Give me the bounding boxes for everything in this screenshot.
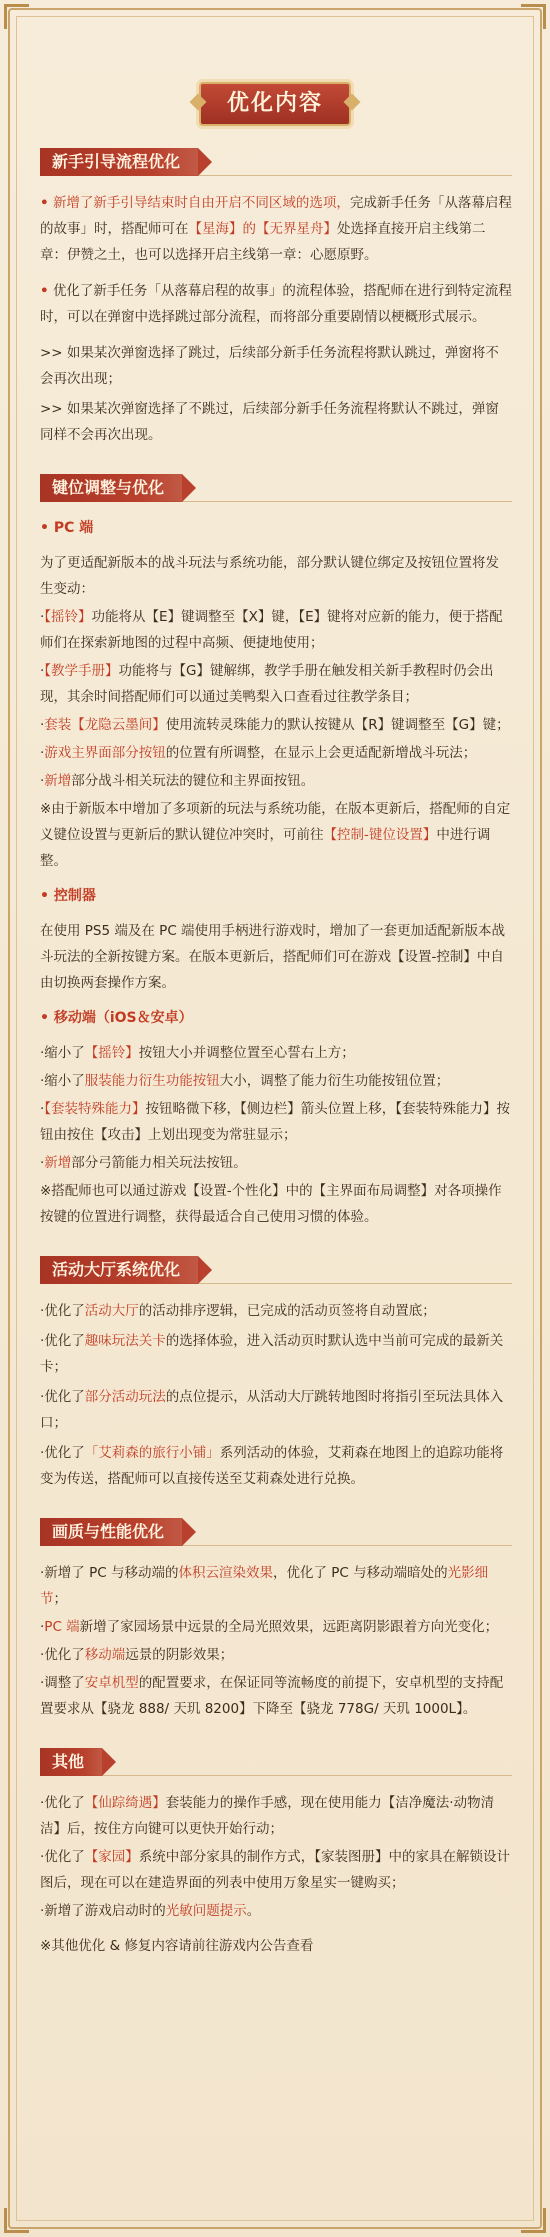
section-header <box>40 1256 512 1284</box>
highlight-text: 【星海】的【无界星舟】 <box>188 221 337 237</box>
list-item: ·新增部分战斗相关玩法的键位和主界面按钮。 <box>40 773 315 789</box>
list-item: ·【摇铃】功能将从【E】键调整至【X】键，【E】键将对应新的能力，便于搭配师们在探索新地图的过程中高频、便捷地使用； <box>40 609 503 651</box>
list-item: ·【教学手册】功能将与【G】键解绑，教学手册在触发相关新手教程时仍会出现，其余时间搭配师们可以通过美鸭梨入口查看过往教学条目； <box>40 663 494 705</box>
list-item: ·新增了 PC 与移动端的体积云渲染效果，优化了 PC 与移动端暗处的光影细节； <box>40 1565 489 1607</box>
section-title: 新手引导流程优化 <box>40 148 198 176</box>
bullet-icon: • <box>40 520 54 536</box>
list-item: ·缩小了服装能力衍生功能按钮大小，调整了能力衍生功能按钮位置； <box>40 1073 450 1089</box>
section-header <box>40 474 512 502</box>
paragraph <box>40 190 512 268</box>
list-item: ·优化了移动端远景的阴影效果； <box>40 1647 234 1663</box>
content <box>40 148 512 1984</box>
list-item: ·调整了安卓机型的配置要求，在保证同等流畅度的前提下，安卓机型的支持配置要求从【骁龙 888/ 天玑 8200】下降至【骁龙 778G/ 天玑 1000L】。 <box>40 1675 504 1717</box>
section-header <box>40 148 512 176</box>
section-header <box>40 1518 512 1546</box>
text: 优化了新手任务「从落幕启程的故事」的流程体验，搭配师在进行到特定流程时，可以在弹窗中选择跳过部分流程，而将部分重要剧情以梗概形式展示。 <box>40 283 512 325</box>
corner-ornament <box>521 4 546 29</box>
note: ※由于新版本中增加了多项新的玩法与系统功能，在版本更新后，搭配师的自定义键位设置与更新后的默认键位冲突时，可前往【控制-键位设置】中进行调整。 <box>40 801 511 869</box>
list-item: ·优化了部分活动玩法的点位提示，从活动大厅跳转地图时将指引至玩法具体入口； <box>40 1389 504 1431</box>
bullet-icon: • <box>40 283 49 299</box>
section-title: 活动大厅系统优化 <box>40 1256 198 1284</box>
corner-ornament <box>4 4 29 29</box>
paragraph: 为了更适配新版本的战斗玩法与系统功能，部分默认键位绑定及按钮位置将发生变动： <box>40 555 499 597</box>
section-events <box>40 1256 512 1492</box>
paragraph: >> 如果某次弹窗选择了跳过，后续部分新手任务流程将默认跳过，弹窗将不会再次出现； <box>40 345 499 387</box>
section-title: 画质与性能优化 <box>40 1518 182 1546</box>
page-title: 优化内容 <box>199 82 351 126</box>
paragraph: 在使用 PS5 端及在 PC 端使用手柄进行游戏时，增加了一套更加适配新版本战斗玩法的全新按键方案。在版本更新后，搭配师们可在游戏【设置-控制】中自由切换两套操作方案。 <box>40 923 506 991</box>
footer-note: ※其他优化 & 修复内容请前往游戏内公告查看 <box>40 1938 314 1954</box>
section-keybind <box>40 474 512 1230</box>
section-graphics <box>40 1518 512 1722</box>
bullet-icon: • <box>40 195 49 211</box>
list-item: ·优化了「艾莉森的旅行小铺」系列活动的体验，艾莉森在地图上的追踪功能将变为传送，搭配师可以直接传送至艾莉森处进行兑换。 <box>40 1445 504 1487</box>
bullet-icon: • <box>40 1010 54 1026</box>
text: 完成新手任务「从落幕启程的故事」时，搭配师可在 <box>40 195 512 237</box>
section-title: 其他 <box>40 1748 102 1776</box>
subheading-mobile: • 移动端（iOS＆安卓） <box>40 1010 193 1026</box>
subheading-pc: • PC 端 <box>40 520 94 536</box>
subheading-controller: • 控制器 <box>40 888 96 904</box>
text: 处选择直接开启主线第二章：伊赞之土，也可以选择开启主线第一章：心愿原野。 <box>40 221 486 263</box>
note: ※搭配师也可以通过游戏【设置-个性化】中的【主界面布局调整】对各项操作按键的位置进行调整，获得最适合自己使用习惯的体验。 <box>40 1183 502 1225</box>
bullet-icon: • <box>40 888 54 904</box>
section-newbie <box>40 148 512 448</box>
list-item: ·优化了活动大厅的活动排序逻辑，已完成的活动页签将自动置底； <box>40 1303 436 1319</box>
list-item: ·优化了【仙踪绮遇】套装能力的操作手感，现在使用能力【洁净魔法·动物清洁】后，按住方向键可以更快开始行动； <box>40 1795 495 1837</box>
section-title: 键位调整与优化 <box>40 474 182 502</box>
list-item: ·【套装特殊能力】按钮略微下移，【侧边栏】箭头位置上移，【套装特殊能力】按钮由按住【攻击】上划出现变为常驻显示； <box>40 1101 511 1143</box>
list-item: ·优化了【家园】系统中部分家具的制作方式，【家装图册】中的家具在解锁设计图后，现在可以在建造界面的列表中使用万象星实一键购买； <box>40 1849 511 1891</box>
list-item: ·优化了趣味玩法关卡的选择体验，进入活动页时默认选中当前可完成的最新关卡； <box>40 1333 504 1375</box>
paragraph <box>40 278 512 330</box>
list-item: ·缩小了【摇铃】按钮大小并调整位置至心誓右上方； <box>40 1045 355 1061</box>
section-other <box>40 1748 512 1958</box>
list-item: ·套装【龙隐云墨间】使用流转灵珠能力的默认按键从【R】键调整至【G】键； <box>40 717 510 733</box>
list-item: ·PC 端新增了家园场景中远景的全局光照效果，远距离阴影跟着方向光变化； <box>40 1619 499 1635</box>
paragraph: >> 如果某次弹窗选择了不跳过，后续部分新手任务流程将默认不跳过，弹窗同样不会再次出现。 <box>40 401 499 443</box>
title-banner <box>0 82 550 132</box>
list-item: ·新增了游戏启动时的光敏问题提示。 <box>40 1903 261 1919</box>
section-header <box>40 1748 512 1776</box>
list-item: ·新增部分弓箭能力相关玩法按钮。 <box>40 1155 247 1171</box>
highlight-text: 新增了新手引导结束时自由开启不同区域的选项， <box>52 195 350 211</box>
corner-ornament <box>4 2208 29 2233</box>
corner-ornament <box>521 2208 546 2233</box>
list-item: ·游戏主界面部分按钮的位置有所调整，在显示上会更适配新增战斗玩法； <box>40 745 477 761</box>
